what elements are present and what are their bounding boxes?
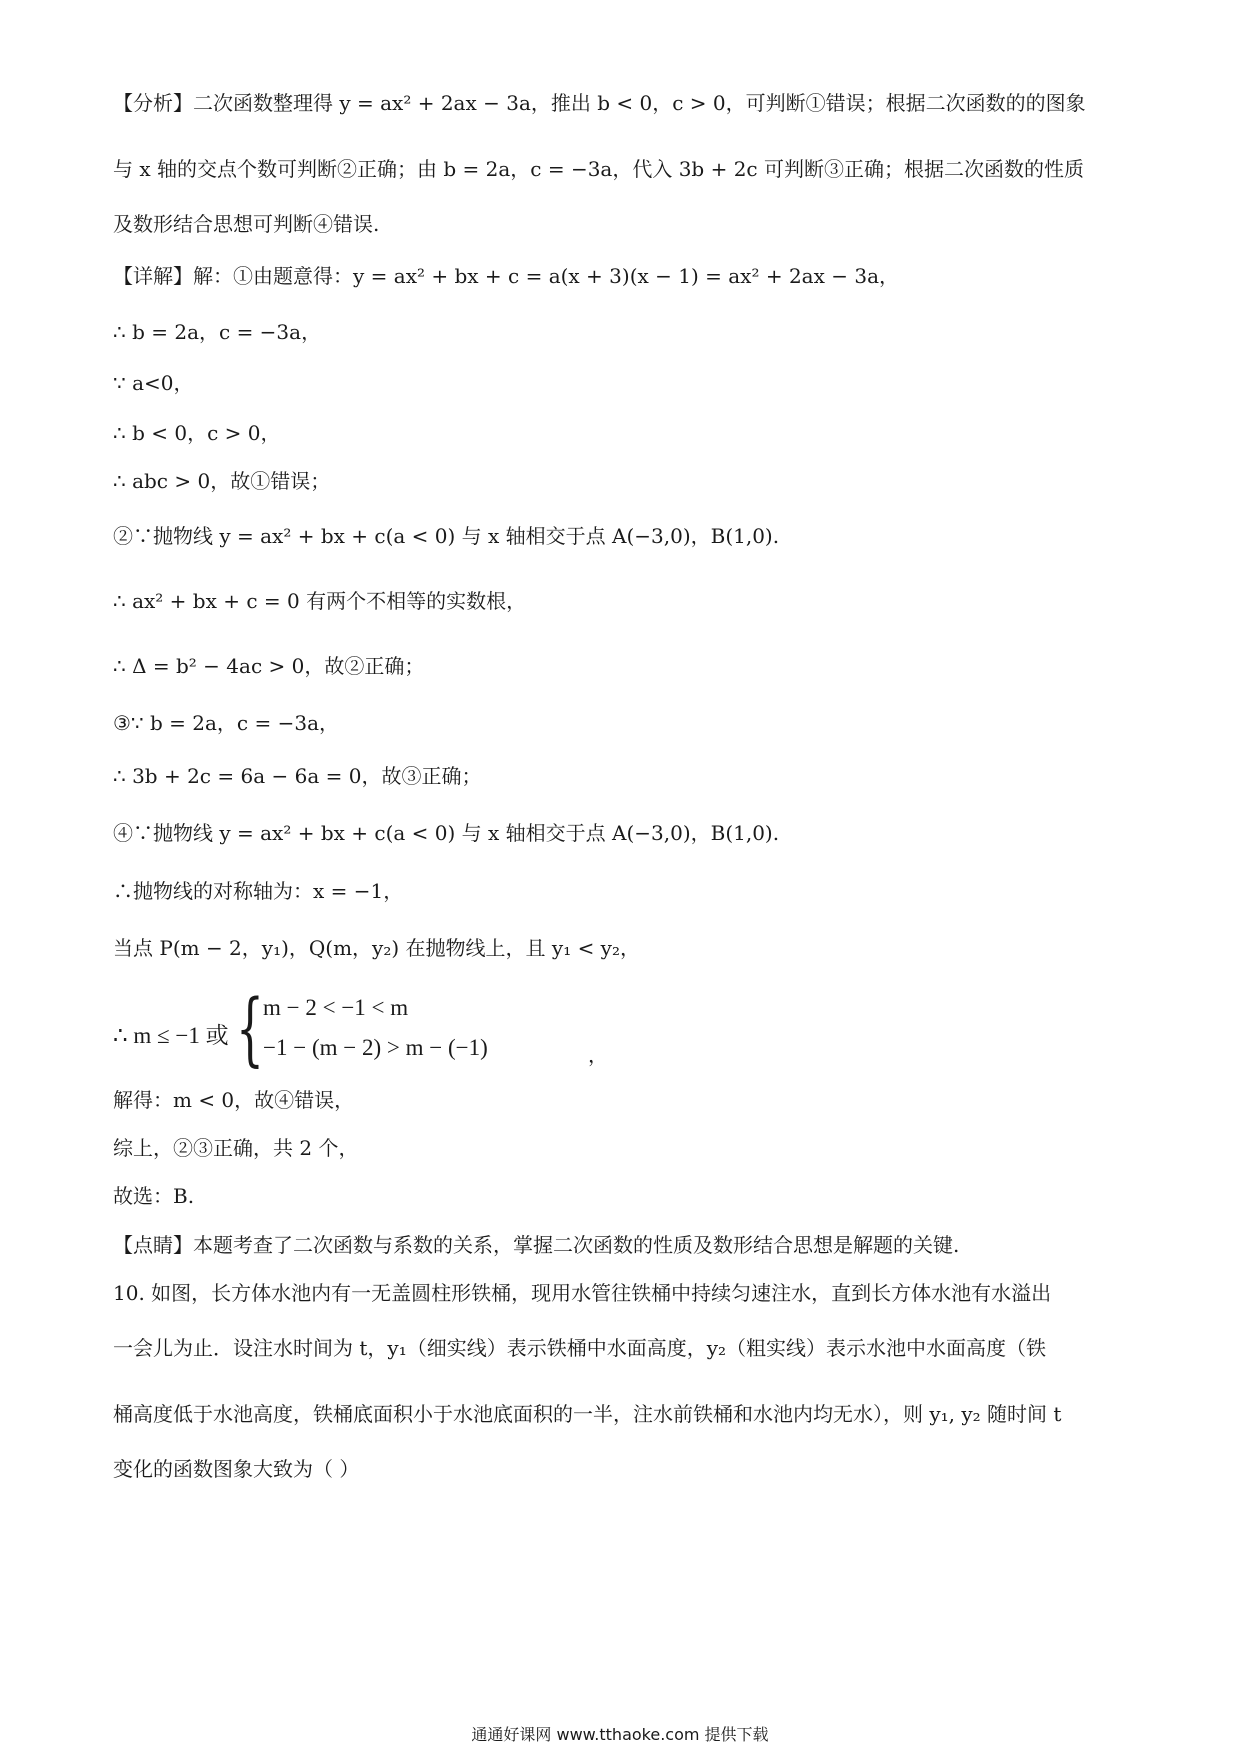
text-line: 当点 P(m − 2，y₁)，Q(m，y₂) 在抛物线上，且 y₁ < y₂， [113, 936, 641, 960]
system-case-1: m − 2 < −1 < m [263, 995, 409, 1020]
text-line: ∴ b < 0，c > 0， [113, 421, 281, 445]
text-line: 【分析】二次函数整理得 y = ax² + 2ax − 3a，推出 b < 0，c > 0，可判断①错误；根据二次函数的的图象 [113, 91, 1086, 115]
text-line: ∴ abc > 0，故①错误； [113, 469, 331, 493]
left-brace: { [236, 982, 264, 1075]
text-line: 故选：B. [113, 1184, 195, 1208]
text-line: ∴ 3b + 2c = 6a − 6a = 0，故③正确； [113, 764, 482, 788]
text-line: ∴ Δ = b² − 4ac > 0，故②正确； [113, 654, 425, 678]
text-line: ∴抛物线的对称轴为：x = −1， [113, 879, 404, 903]
text-line: 【点睛】本题考查了二次函数与系数的关系，掌握二次函数的性质及数形结合思想是解题的关键. [113, 1233, 960, 1257]
text-line: ∴ b = 2a，c = −3a， [113, 320, 322, 344]
page-footer: 通通好课网 www.tthaoke.com 提供下载 [471, 1725, 769, 1744]
text-line: 一会儿为止．设注水时间为 t，y₁（细实线）表示铁桶中水面高度，y₂（粗实线）表示水池中水面高度（铁 [113, 1336, 1047, 1360]
text-line: ②∵抛物线 y = ax² + bx + c(a < 0) 与 x 轴相交于点 A(−3,0)，B(1,0). [113, 524, 780, 548]
text-line: 桶高度低于水池高度，铁桶底面积小于水池底面积的一半，注水前铁桶和水池内均无水），则 y₁, y₂ 随时间 t [113, 1402, 1062, 1426]
text-line: ③∵ b = 2a，c = −3a， [113, 711, 340, 735]
text-line: 与 x 轴的交点个数可判断②正确；由 b = 2a，c = −3a，代入 3b + 2c 可判断③正确；根据二次函数的性质 [113, 157, 1084, 181]
text-line: 及数形结合思想可判断④错误. [113, 212, 380, 236]
text-line: ∴ ax² + bx + c = 0 有两个不相等的实数根， [113, 589, 527, 613]
text-line: 10. 如图，长方体水池内有一无盖圆柱形铁桶，现用水管往铁桶中持续匀速注水，直到长方体水池有水溢出 [113, 1281, 1052, 1305]
text-line: ∵ a<0， [113, 371, 194, 395]
text-line: 【详解】解：①由题意得：y = ax² + bx + c = a(x + 3)(x − 1) = ax² + 2ax − 3a， [113, 264, 899, 288]
text-line: ④∵抛物线 y = ax² + bx + c(a < 0) 与 x 轴相交于点 A(−3,0)，B(1,0). [113, 821, 780, 845]
system-tail: ， [588, 1043, 608, 1067]
system-prefix: ∴ m ≤ −1 或 [113, 1023, 229, 1048]
text-line: 变化的函数图象大致为（ ） [113, 1457, 360, 1481]
text-line: 综上，②③正确，共 2 个， [113, 1136, 359, 1160]
text-line: 解得：m < 0，故④错误， [113, 1088, 355, 1112]
system-case-2: −1 − (m − 2) > m − (−1) [263, 1035, 488, 1060]
